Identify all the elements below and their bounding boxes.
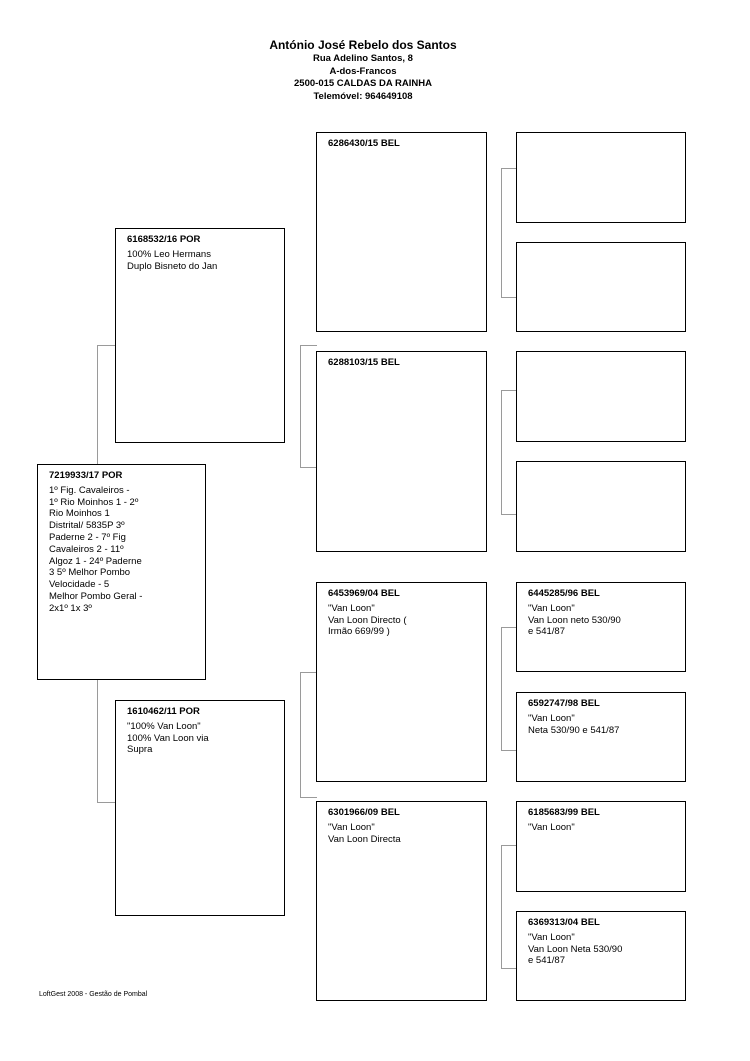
great-grandparent-ring: 6185683/99 BEL [528, 807, 600, 818]
great-grandparent-ring: 6592747/98 BEL [528, 698, 600, 709]
great-grandparent-ring: 6445285/96 BEL [528, 588, 600, 599]
connector-gp4-parents [501, 845, 517, 969]
great-grandparent-card [516, 582, 686, 672]
pigeon-notes: 1º Fig. Cavaleiros - 1º Rio Moinhos 1 - 2º Rio Moinhos 1 Distrital/ 5835P 3º Paderne 2 - 7º Fig Cavaleiros 2 - 11º Algoz 1 - 24º Paderne 3 5º Melhor Pombo Velocidade - 5 Melhor Pombo Geral - 2x1º 1x 3º [49, 484, 143, 614]
connector-gp1-parents [501, 168, 517, 298]
pigeon-card [37, 464, 206, 680]
grandparent-ring: 6453969/04 BEL [328, 588, 400, 599]
grandparent-ring: 6288103/15 BEL [328, 357, 400, 368]
connector-dam-parents [300, 672, 317, 798]
dam-card [115, 700, 285, 916]
pigeon-ring: 7219933/17 POR [49, 470, 123, 481]
sire-ring: 6168532/16 POR [127, 234, 201, 245]
great-grandparent-card [516, 692, 686, 782]
owner-locality: A-dos-Francos [329, 65, 397, 77]
pedigree-header [0, 38, 726, 103]
owner-name: António José Rebelo dos Santos [269, 38, 457, 52]
owner-postal: 2500-015 CALDAS DA RAINHA [294, 78, 432, 89]
great-grandparent-notes: "Van Loon" Neta 530/90 e 541/87 [528, 712, 620, 736]
dam-notes: "100% Van Loon" 100% Van Loon via Supra [127, 720, 209, 756]
great-grandparent-notes: "Van Loon" Van Loon Neta 530/90 e 541/87 [528, 931, 623, 967]
grandparent-ring: 6286430/15 BEL [328, 138, 400, 149]
grandparent-card [316, 582, 487, 782]
connector-gp3-parents [501, 627, 517, 751]
great-grandparent-card [516, 132, 686, 223]
connector-sire-parents [300, 345, 317, 468]
grandparent-notes: "Van Loon" Van Loon Directa [328, 821, 401, 845]
great-grandparent-card [516, 351, 686, 442]
sire-notes: 100% Leo Hermans Duplo Bisneto do Jan [127, 248, 218, 272]
great-grandparent-card [516, 461, 686, 552]
connector-gp2-parents [501, 390, 517, 515]
footer-credit: LoftGest 2008 - Gestão de Pombal [39, 991, 148, 998]
great-grandparent-notes: "Van Loon" [528, 821, 575, 833]
owner-phone: Telemóvel: 964649108 [313, 90, 413, 102]
grandparent-notes: "Van Loon" Van Loon Directo ( Irmão 669/99 ) [328, 602, 407, 638]
great-grandparent-card [516, 242, 686, 332]
great-grandparent-card [516, 911, 686, 1001]
grandparent-card [316, 351, 487, 552]
great-grandparent-ring: 6369313/04 BEL [528, 917, 600, 928]
grandparent-card [316, 801, 487, 1001]
great-grandparent-notes: "Van Loon" Van Loon neto 530/90 e 541/87 [528, 602, 621, 638]
sire-card [115, 228, 285, 443]
great-grandparent-card [516, 801, 686, 892]
grandparent-ring: 6301966/09 BEL [328, 807, 400, 818]
owner-street: Rua Adelino Santos, 8 [313, 53, 413, 64]
grandparent-card [316, 132, 487, 332]
dam-ring: 1610462/11 POR [127, 706, 200, 717]
